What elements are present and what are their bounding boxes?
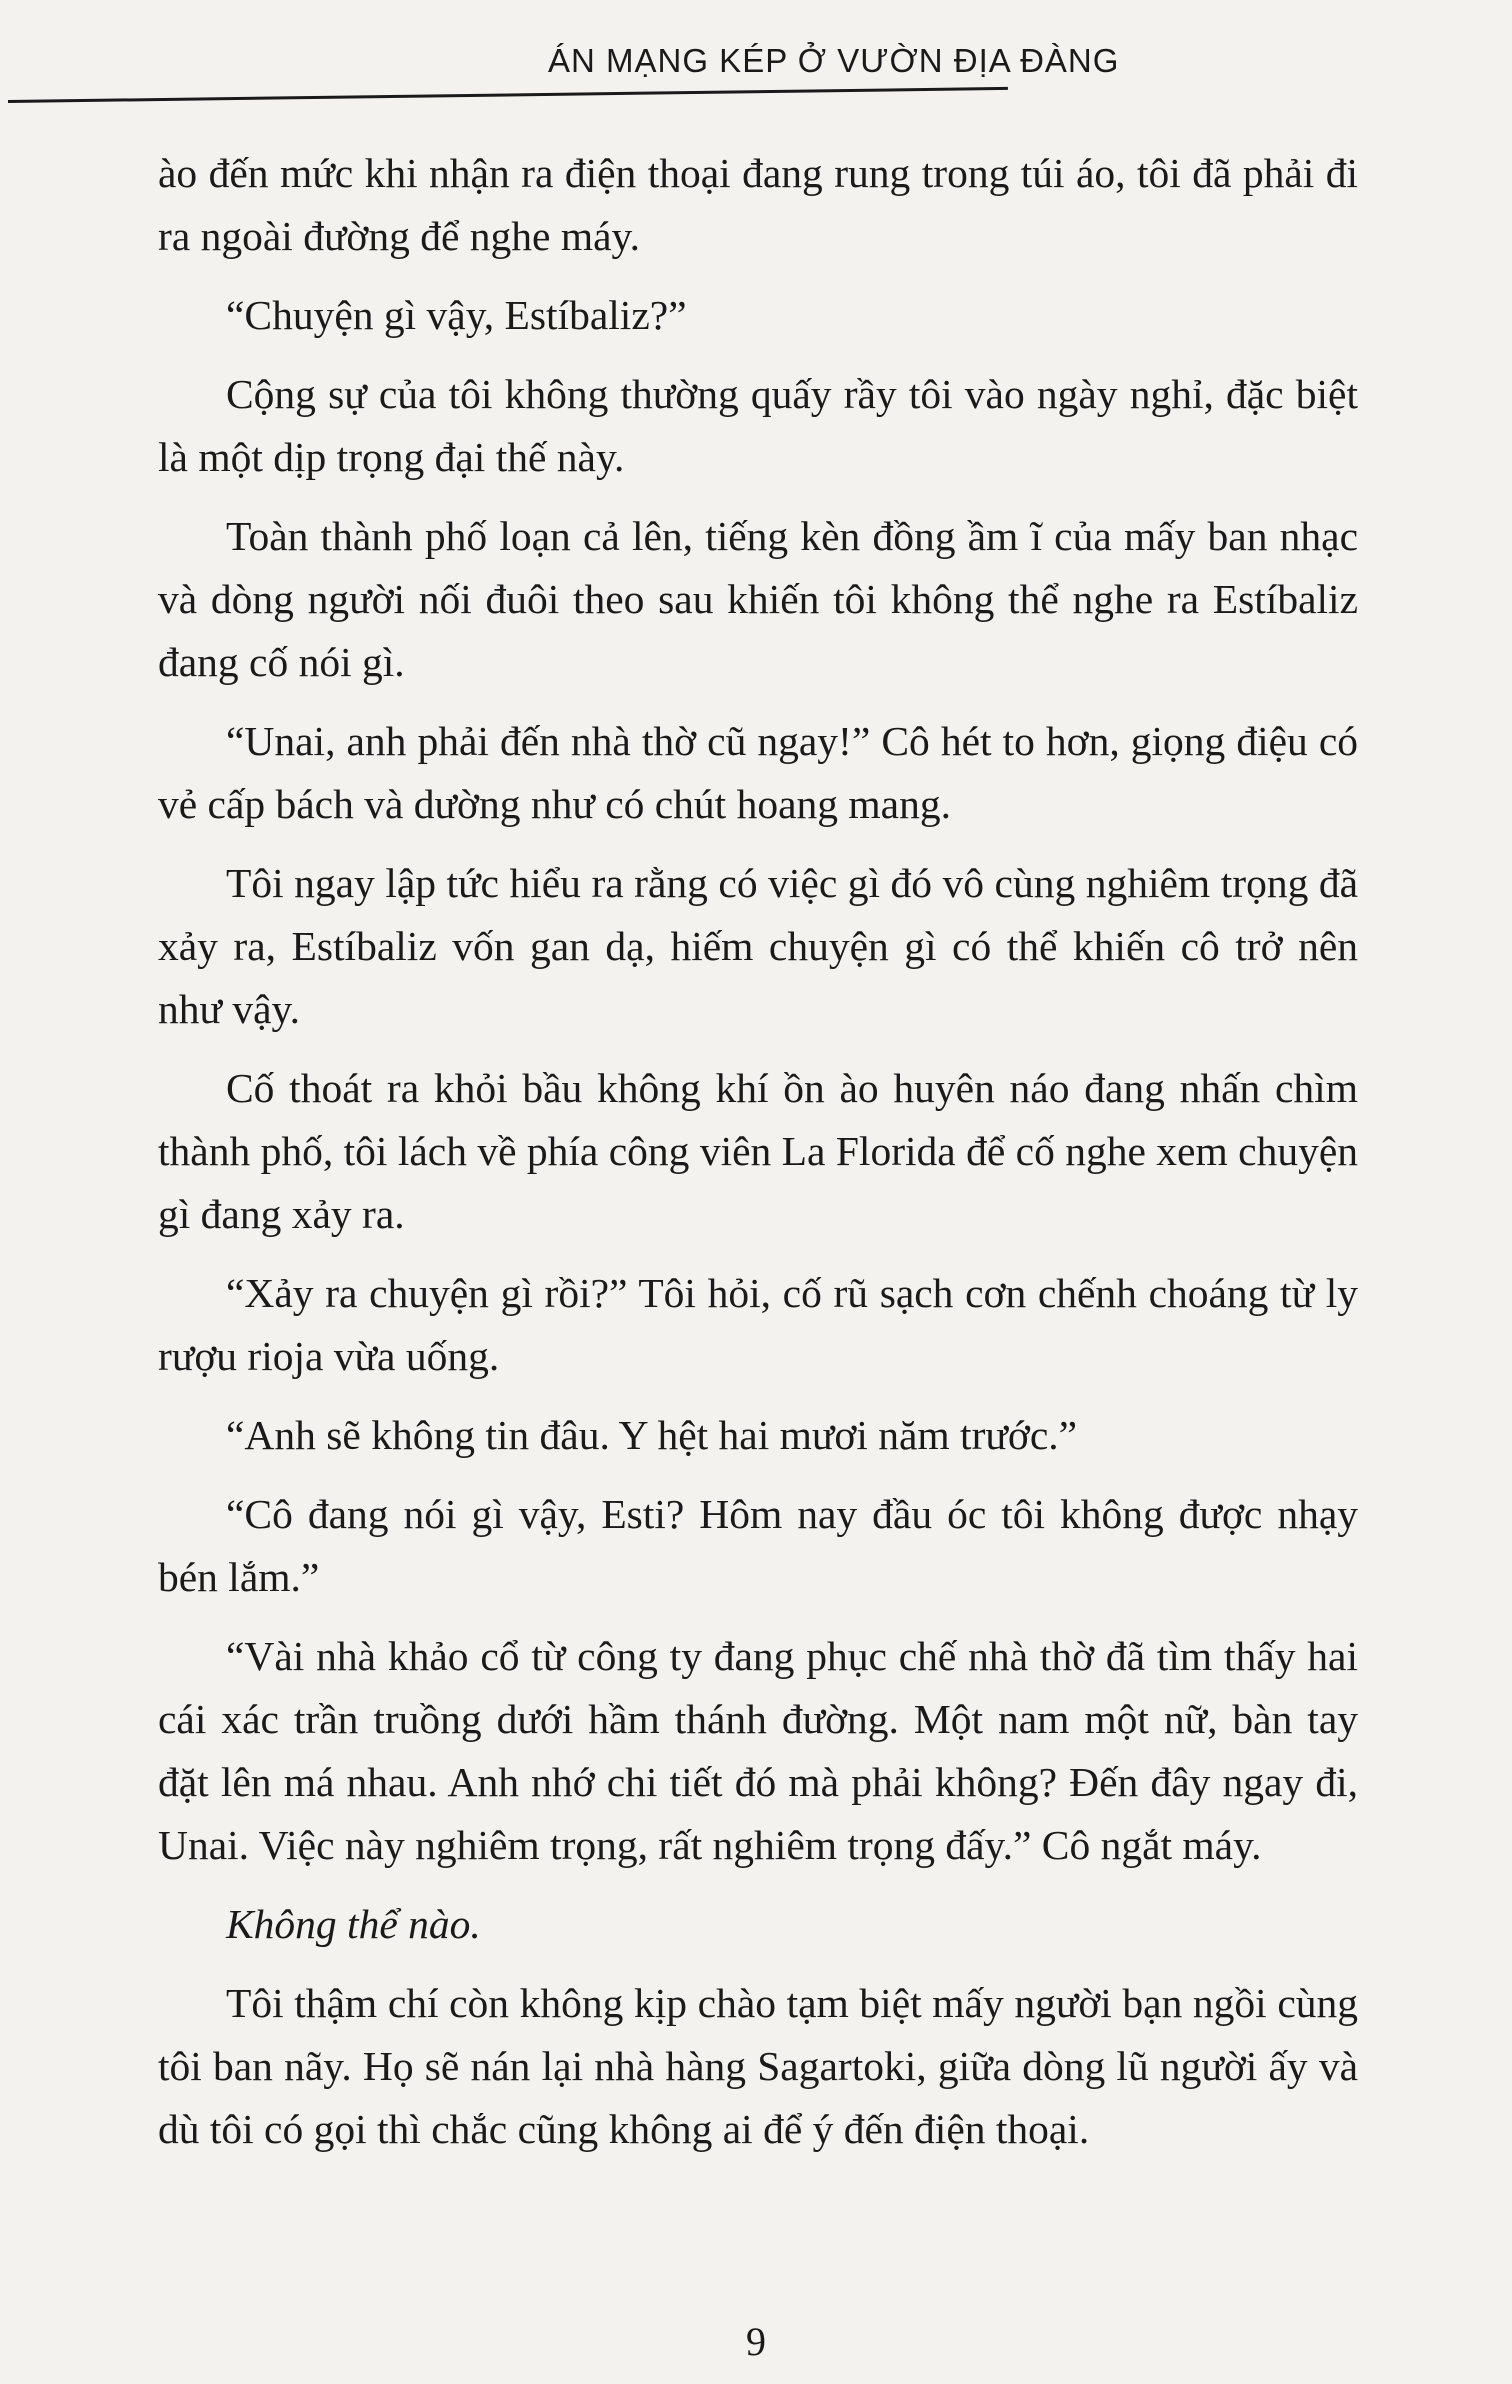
paragraph: Toàn thành phố loạn cả lên, tiếng kèn đồng ầm ĩ của mấy ban nhạc và dòng người nối đuôi theo sau khiến tôi không thể nghe ra Estíbaliz đang cố nói gì. (158, 513, 1358, 685)
paragraph: “Vài nhà khảo cổ từ công ty đang phục chế nhà thờ đã tìm thấy hai cái xác trần truồng dưới hầm thánh đường. Một nam một nữ, bàn tay đặt lên má nhau. Anh nhớ chi tiết đó mà phải không? Đến đây ngay đi, Unai. Việc này nghiêm trọng, rất nghiêm trọng đấy.” Cô ngắt máy. (158, 1633, 1358, 1868)
paragraph: “Unai, anh phải đến nhà thờ cũ ngay!” Cô hét to hơn, giọng điệu có vẻ cấp bách và dường như có chút hoang mang. (158, 718, 1358, 827)
paragraph: “Chuyện gì vậy, Estíbaliz?” (226, 292, 687, 338)
paragraph: Cố thoát ra khỏi bầu không khí ồn ào huyên náo đang nhấn chìm thành phố, tôi lách về phía công viên La Florida để cố nghe xem chuyện gì đang xảy ra. (158, 1065, 1358, 1237)
body-text (158, 142, 1358, 2177)
paragraph: Cộng sự của tôi không thường quấy rầy tôi vào ngày nghỉ, đặc biệt là một dịp trọng đại thế này. (158, 371, 1358, 480)
paragraph: “Xảy ra chuyện gì rồi?” Tôi hỏi, cố rũ sạch cơn chếnh choáng từ ly rượu rioja vừa uống. (158, 1270, 1358, 1379)
running-header-title: ÁN MẠNG KÉP Ở VƯỜN ĐỊA ĐÀNG (548, 42, 1120, 79)
paragraph: “Anh sẽ không tin đâu. Y hệt hai mươi năm trước.” (226, 1412, 1078, 1458)
header-rule (8, 87, 1008, 103)
paragraph: ào đến mức khi nhận ra điện thoại đang rung trong túi áo, tôi đã phải đi ra ngoài đường để nghe máy. (158, 150, 1358, 259)
paragraph: Tôi thậm chí còn không kịp chào tạm biệt mấy người bạn ngồi cùng tôi ban nãy. Họ sẽ nán lại nhà hàng Sagartoki, giữa dòng lũ người ấy và dù tôi có gọi thì chắc cũng không ai để ý đến điện thoại. (158, 1980, 1358, 2152)
page-number: 9 (746, 2319, 766, 2364)
paragraph: Tôi ngay lập tức hiểu ra rằng có việc gì đó vô cùng nghiêm trọng đã xảy ra, Estíbaliz vốn gan dạ, hiếm chuyện gì có thể khiến cô trở nên như vậy. (158, 860, 1358, 1032)
italic-thought: Không thể nào. (226, 1901, 481, 1947)
paragraph: “Cô đang nói gì vậy, Esti? Hôm nay đầu óc tôi không được nhạy bén lắm.” (158, 1491, 1358, 1600)
